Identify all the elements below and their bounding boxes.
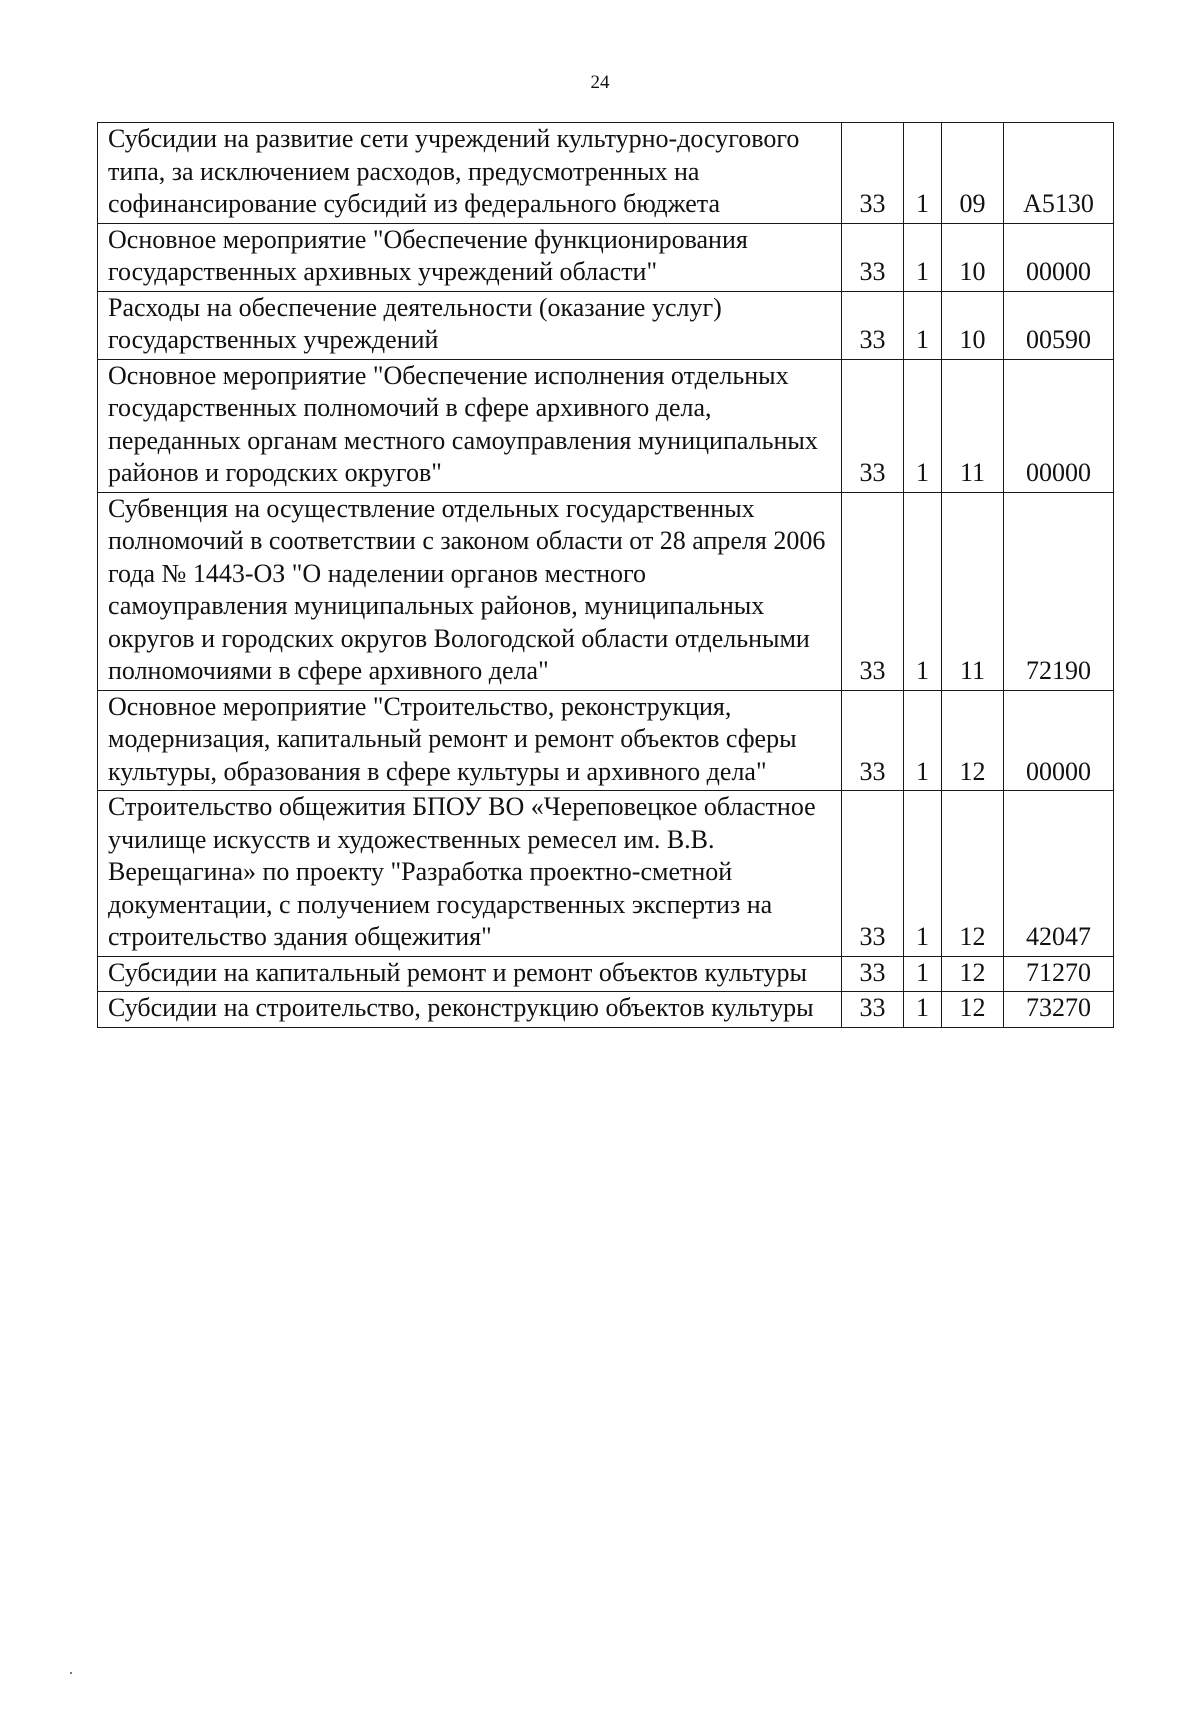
direction-code: 00000 (1004, 690, 1114, 791)
event-code: 09 (942, 123, 1004, 224)
row-description: Субсидии на строительство, реконструкцию объектов культуры (98, 992, 842, 1028)
event-code: 11 (942, 359, 1004, 492)
table-row (98, 359, 1114, 492)
table-row (98, 223, 1114, 291)
event-code: 11 (942, 492, 1004, 690)
table-body (98, 123, 1114, 1028)
program-code: 33 (842, 123, 904, 224)
direction-code: А5130 (1004, 123, 1114, 224)
row-description: Субсидии на капитальный ремонт и ремонт объектов культуры (98, 956, 842, 992)
program-code: 33 (842, 791, 904, 957)
event-code: 12 (942, 956, 1004, 992)
table-row (98, 791, 1114, 957)
table-row (98, 291, 1114, 359)
row-description: Субвенция на осуществление отдельных государственных полномочий в соответствии с законом области от 28 апреля 2006 года № 1443-ОЗ "О наделении органов местного самоуправления муниципальных районов, муниципальных округов и городских округов Вологодской области отдельными полномочиями в сфере архивного дела" (98, 492, 842, 690)
row-description: Основное мероприятие "Обеспечение исполнения отдельных государственных полномочий в сфере архивного дела, переданных органам местного самоуправления муниципальных районов и городских округов" (98, 359, 842, 492)
event-code: 12 (942, 690, 1004, 791)
program-code: 33 (842, 992, 904, 1028)
program-code: 33 (842, 223, 904, 291)
direction-code: 72190 (1004, 492, 1114, 690)
budget-classification-table (97, 122, 1114, 1028)
program-code: 33 (842, 690, 904, 791)
program-code: 33 (842, 956, 904, 992)
row-description: Расходы на обеспечение деятельности (оказание услуг) государственных учреждений (98, 291, 842, 359)
subprogram-code: 1 (904, 123, 942, 224)
event-code: 10 (942, 291, 1004, 359)
subprogram-code: 1 (904, 291, 942, 359)
table-row (98, 992, 1114, 1028)
row-description: Строительство общежития БПОУ ВО «Череповецкое областное училище искусств и художественных ремесел им. В.В. Верещагина» по проекту "Разработка проектно-сметной документации, с получением государственных экспертиз на строительство здания общежития" (98, 791, 842, 957)
direction-code: 73270 (1004, 992, 1114, 1028)
direction-code: 00000 (1004, 359, 1114, 492)
scan-speck (70, 1672, 72, 1674)
subprogram-code: 1 (904, 492, 942, 690)
subprogram-code: 1 (904, 223, 942, 291)
program-code: 33 (842, 359, 904, 492)
row-description: Основное мероприятие "Строительство, реконструкция, модернизация, капитальный ремонт и ремонт объектов сферы культуры, образования в сфере культуры и архивного дела" (98, 690, 842, 791)
program-code: 33 (842, 291, 904, 359)
table-row (98, 690, 1114, 791)
table-row (98, 492, 1114, 690)
direction-code: 71270 (1004, 956, 1114, 992)
subprogram-code: 1 (904, 956, 942, 992)
subprogram-code: 1 (904, 690, 942, 791)
direction-code: 42047 (1004, 791, 1114, 957)
direction-code: 00000 (1004, 223, 1114, 291)
table-row (98, 123, 1114, 224)
event-code: 12 (942, 791, 1004, 957)
subprogram-code: 1 (904, 791, 942, 957)
event-code: 12 (942, 992, 1004, 1028)
event-code: 10 (942, 223, 1004, 291)
table-row (98, 956, 1114, 992)
program-code: 33 (842, 492, 904, 690)
row-description: Субсидии на развитие сети учреждений культурно-досугового типа, за исключением расходов, предусмотренных на софинансирование субсидий из федерального бюджета (98, 123, 842, 224)
subprogram-code: 1 (904, 992, 942, 1028)
subprogram-code: 1 (904, 359, 942, 492)
page-number: 24 (590, 72, 610, 93)
direction-code: 00590 (1004, 291, 1114, 359)
row-description: Основное мероприятие "Обеспечение функционирования государственных архивных учреждений области" (98, 223, 842, 291)
